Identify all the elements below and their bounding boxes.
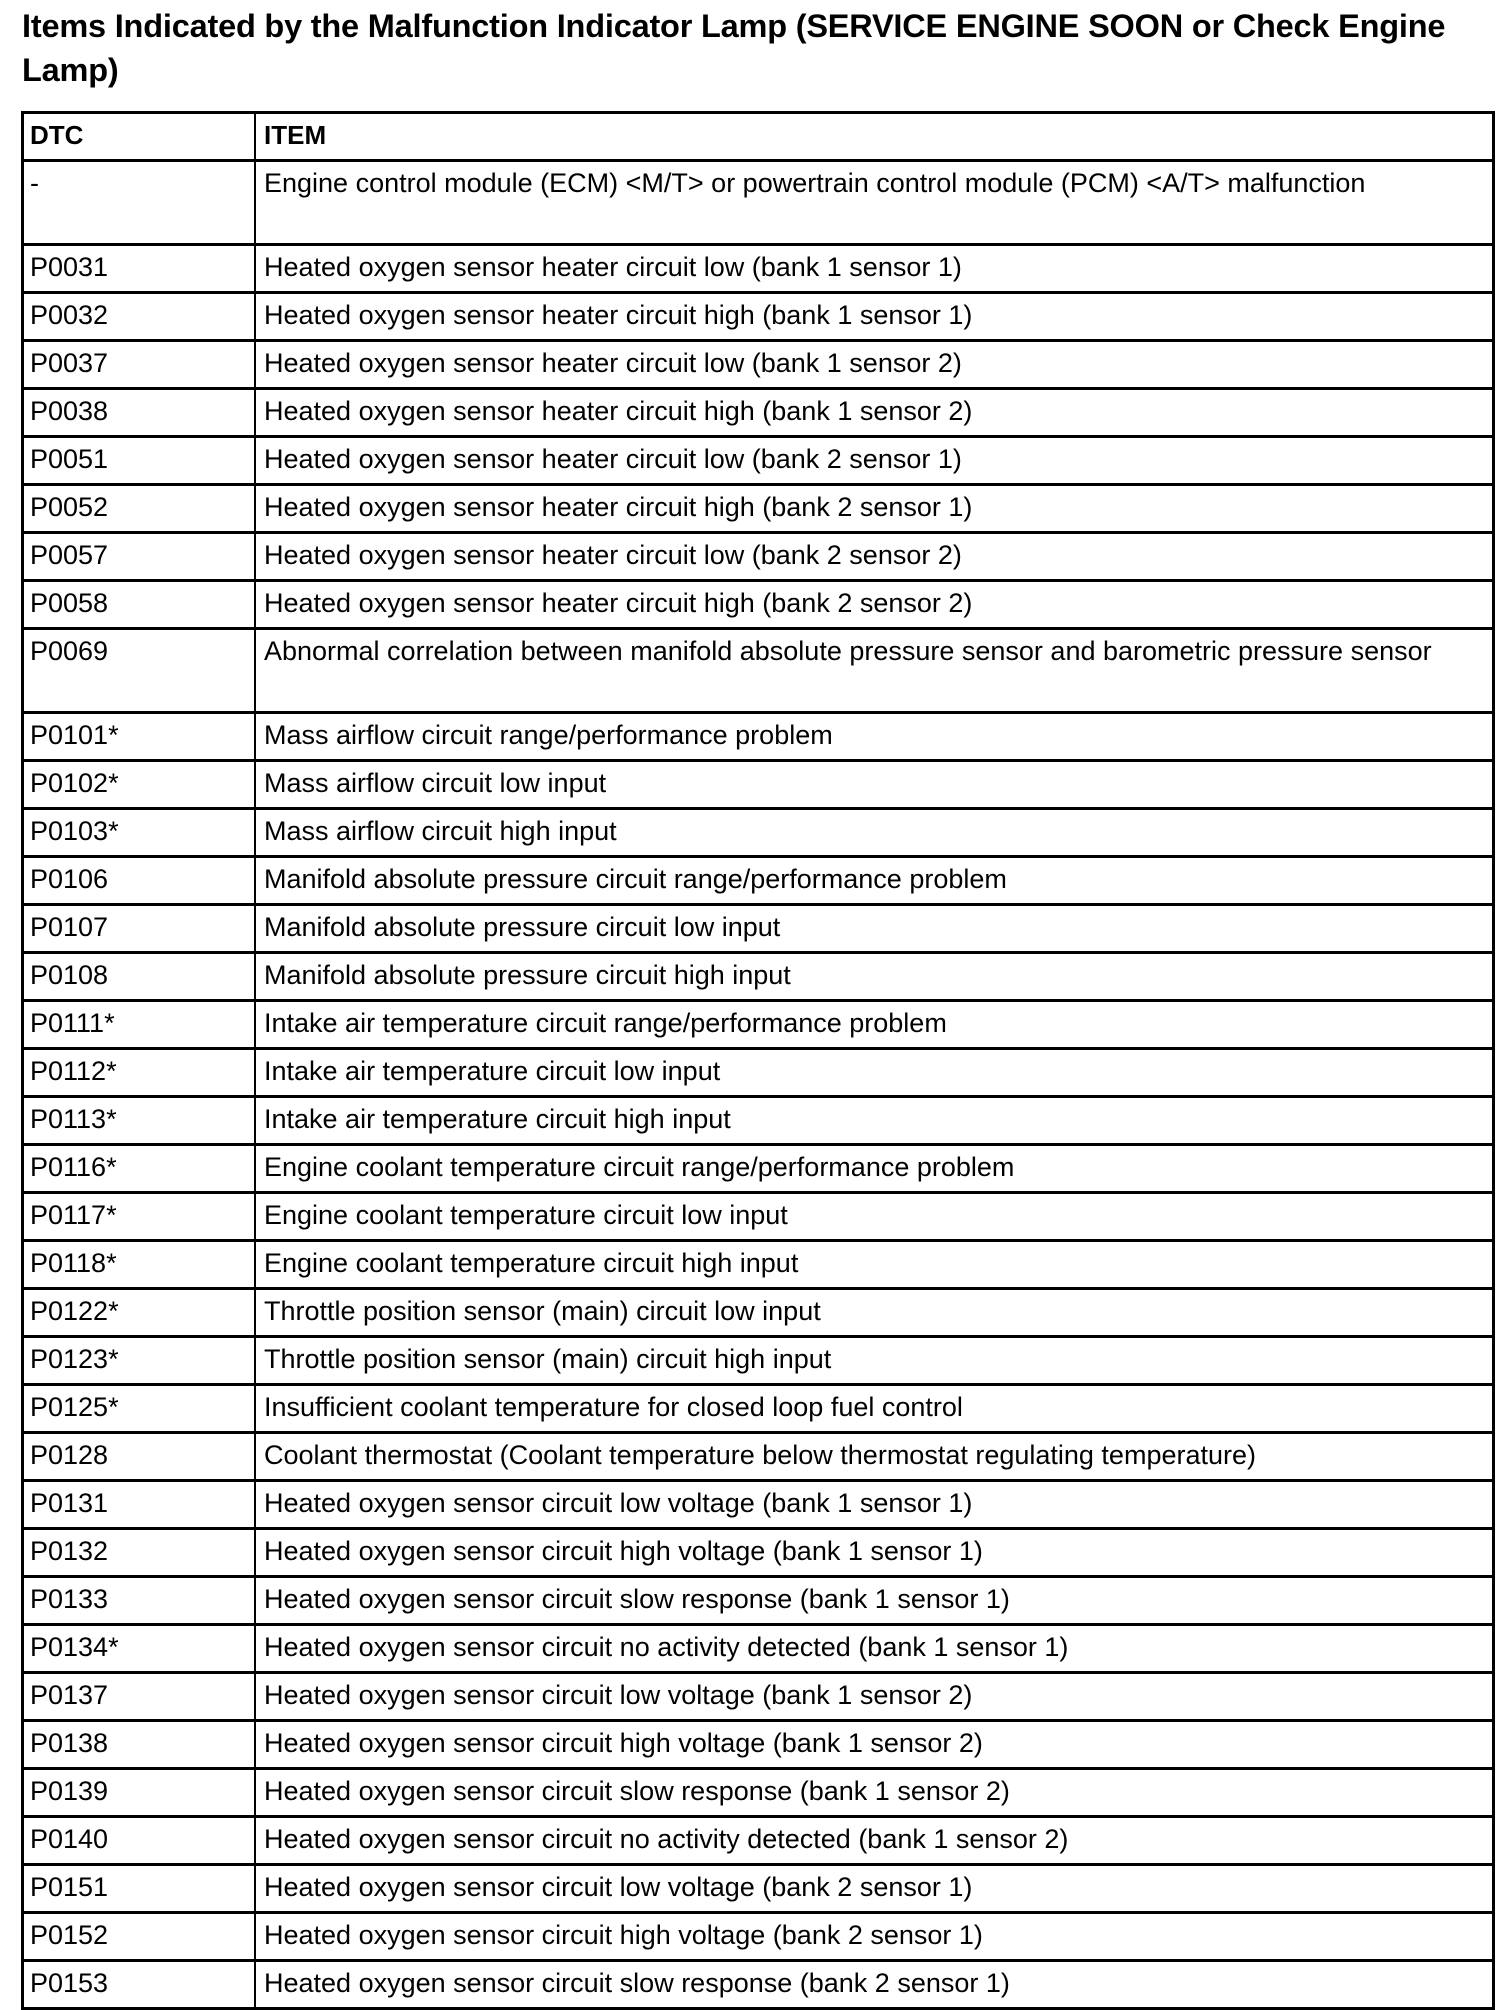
table-row — [23, 629, 1494, 713]
dtc-cell: P0107 — [23, 905, 256, 953]
item-cell: Intake air temperature circuit high input — [255, 1097, 1494, 1145]
dtc-cell: P0111* — [23, 1001, 256, 1049]
dtc-cell: P0057 — [23, 533, 256, 581]
dtc-cell: P0051 — [23, 437, 256, 485]
table-row — [23, 905, 1494, 953]
dtc-cell: P0137 — [23, 1673, 256, 1721]
item-cell: Intake air temperature circuit range/performance problem — [255, 1001, 1494, 1049]
item-cell: Throttle position sensor (main) circuit low input — [255, 1289, 1494, 1337]
item-cell: Heated oxygen sensor circuit low voltage (bank 1 sensor 2) — [255, 1673, 1494, 1721]
table-row — [23, 1529, 1494, 1577]
item-cell: Abnormal correlation between manifold absolute pressure sensor and barometric pressure sensor — [255, 629, 1494, 713]
item-cell: Heated oxygen sensor circuit slow response (bank 2 sensor 1) — [255, 1961, 1494, 2009]
item-cell: Engine control module (ECM) <M/T> or powertrain control module (PCM) <A/T> malfunction — [255, 161, 1494, 245]
table-row — [23, 389, 1494, 437]
dtc-cell: P0032 — [23, 293, 256, 341]
table-row — [23, 713, 1494, 761]
item-cell: Manifold absolute pressure circuit high input — [255, 953, 1494, 1001]
dtc-cell: P0118* — [23, 1241, 256, 1289]
table-row — [23, 1673, 1494, 1721]
table-row — [23, 761, 1494, 809]
dtc-cell: P0128 — [23, 1433, 256, 1481]
dtc-cell: P0151 — [23, 1865, 256, 1913]
dtc-cell: P0152 — [23, 1913, 256, 1961]
item-cell: Heated oxygen sensor circuit low voltage (bank 1 sensor 1) — [255, 1481, 1494, 1529]
item-cell: Intake air temperature circuit low input — [255, 1049, 1494, 1097]
table-body — [23, 161, 1494, 2009]
item-cell: Engine coolant temperature circuit low input — [255, 1193, 1494, 1241]
table-row — [23, 1049, 1494, 1097]
table-row — [23, 1289, 1494, 1337]
table-row — [23, 341, 1494, 389]
dtc-cell: P0140 — [23, 1817, 256, 1865]
dtc-cell: P0108 — [23, 953, 256, 1001]
item-cell: Heated oxygen sensor heater circuit high (bank 2 sensor 2) — [255, 581, 1494, 629]
item-cell: Engine coolant temperature circuit high input — [255, 1241, 1494, 1289]
dtc-cell: P0052 — [23, 485, 256, 533]
dtc-cell: P0106 — [23, 857, 256, 905]
dtc-cell: P0069 — [23, 629, 256, 713]
dtc-cell: P0101* — [23, 713, 256, 761]
table-header-row — [23, 113, 1494, 161]
dtc-cell: P0113* — [23, 1097, 256, 1145]
table-row — [23, 1961, 1494, 2009]
table-row — [23, 1721, 1494, 1769]
table-row — [23, 1433, 1494, 1481]
dtc-cell: P0112* — [23, 1049, 256, 1097]
table-row — [23, 1769, 1494, 1817]
dtc-cell: P0122* — [23, 1289, 256, 1337]
column-header-dtc: DTC — [23, 113, 256, 161]
item-cell: Heated oxygen sensor circuit slow response (bank 1 sensor 1) — [255, 1577, 1494, 1625]
dtc-table — [21, 111, 1495, 2010]
item-cell: Heated oxygen sensor heater circuit high (bank 1 sensor 2) — [255, 389, 1494, 437]
table-row — [23, 1817, 1494, 1865]
table-row — [23, 293, 1494, 341]
table-row — [23, 437, 1494, 485]
dtc-cell: P0153 — [23, 1961, 256, 2009]
item-cell: Heated oxygen sensor heater circuit low (bank 2 sensor 1) — [255, 437, 1494, 485]
item-cell: Coolant thermostat (Coolant temperature below thermostat regulating temperature) — [255, 1433, 1494, 1481]
table-row — [23, 1481, 1494, 1529]
item-cell: Heated oxygen sensor heater circuit high (bank 1 sensor 1) — [255, 293, 1494, 341]
item-cell: Heated oxygen sensor circuit high voltage (bank 2 sensor 1) — [255, 1913, 1494, 1961]
table-row — [23, 581, 1494, 629]
item-cell: Heated oxygen sensor heater circuit low (bank 1 sensor 1) — [255, 245, 1494, 293]
dtc-cell: P0037 — [23, 341, 256, 389]
page-title: Items Indicated by the Malfunction Indicator Lamp (SERVICE ENGINE SOON or Check Engine Lamp) — [22, 8, 1446, 88]
table-row — [23, 953, 1494, 1001]
table-row — [23, 1337, 1494, 1385]
item-cell: Heated oxygen sensor circuit high voltage (bank 1 sensor 1) — [255, 1529, 1494, 1577]
item-cell: Heated oxygen sensor heater circuit high (bank 2 sensor 1) — [255, 485, 1494, 533]
dtc-cell: P0131 — [23, 1481, 256, 1529]
item-cell: Mass airflow circuit high input — [255, 809, 1494, 857]
dtc-cell: P0125* — [23, 1385, 256, 1433]
table-row — [23, 1145, 1494, 1193]
table-row — [23, 1241, 1494, 1289]
item-cell: Heated oxygen sensor circuit no activity detected (bank 1 sensor 2) — [255, 1817, 1494, 1865]
table-row — [23, 533, 1494, 581]
dtc-cell: P0116* — [23, 1145, 256, 1193]
dtc-cell: P0058 — [23, 581, 256, 629]
dtc-cell: P0031 — [23, 245, 256, 293]
item-cell: Manifold absolute pressure circuit range/performance problem — [255, 857, 1494, 905]
table-row — [23, 1097, 1494, 1145]
dtc-cell: P0123* — [23, 1337, 256, 1385]
item-cell: Heated oxygen sensor circuit no activity detected (bank 1 sensor 1) — [255, 1625, 1494, 1673]
table-row — [23, 857, 1494, 905]
item-cell: Manifold absolute pressure circuit low input — [255, 905, 1494, 953]
table-row — [23, 1865, 1494, 1913]
dtc-cell: P0133 — [23, 1577, 256, 1625]
item-cell: Engine coolant temperature circuit range/performance problem — [255, 1145, 1494, 1193]
item-cell: Throttle position sensor (main) circuit high input — [255, 1337, 1494, 1385]
item-cell: Heated oxygen sensor circuit low voltage (bank 2 sensor 1) — [255, 1865, 1494, 1913]
dtc-cell: P0138 — [23, 1721, 256, 1769]
table-row — [23, 245, 1494, 293]
table-row — [23, 485, 1494, 533]
column-header-item: ITEM — [255, 113, 1494, 161]
table-row — [23, 1193, 1494, 1241]
table-row — [23, 809, 1494, 857]
item-cell: Heated oxygen sensor heater circuit low (bank 2 sensor 2) — [255, 533, 1494, 581]
dtc-cell: P0139 — [23, 1769, 256, 1817]
dtc-cell: P0102* — [23, 761, 256, 809]
dtc-cell: P0117* — [23, 1193, 256, 1241]
table-row — [23, 1385, 1494, 1433]
table-row — [23, 1913, 1494, 1961]
dtc-cell: - — [23, 161, 256, 245]
table-row — [23, 1001, 1494, 1049]
dtc-cell: P0103* — [23, 809, 256, 857]
dtc-cell: P0038 — [23, 389, 256, 437]
table-row — [23, 1625, 1494, 1673]
item-cell: Mass airflow circuit range/performance problem — [255, 713, 1494, 761]
item-cell: Heated oxygen sensor circuit slow response (bank 1 sensor 2) — [255, 1769, 1494, 1817]
item-cell: Mass airflow circuit low input — [255, 761, 1494, 809]
item-cell: Heated oxygen sensor circuit high voltage (bank 1 sensor 2) — [255, 1721, 1494, 1769]
table-row — [23, 1577, 1494, 1625]
item-cell: Insufficient coolant temperature for closed loop fuel control — [255, 1385, 1494, 1433]
table-row — [23, 161, 1494, 245]
dtc-cell: P0134* — [23, 1625, 256, 1673]
item-cell: Heated oxygen sensor heater circuit low (bank 1 sensor 2) — [255, 341, 1494, 389]
dtc-cell: P0132 — [23, 1529, 256, 1577]
